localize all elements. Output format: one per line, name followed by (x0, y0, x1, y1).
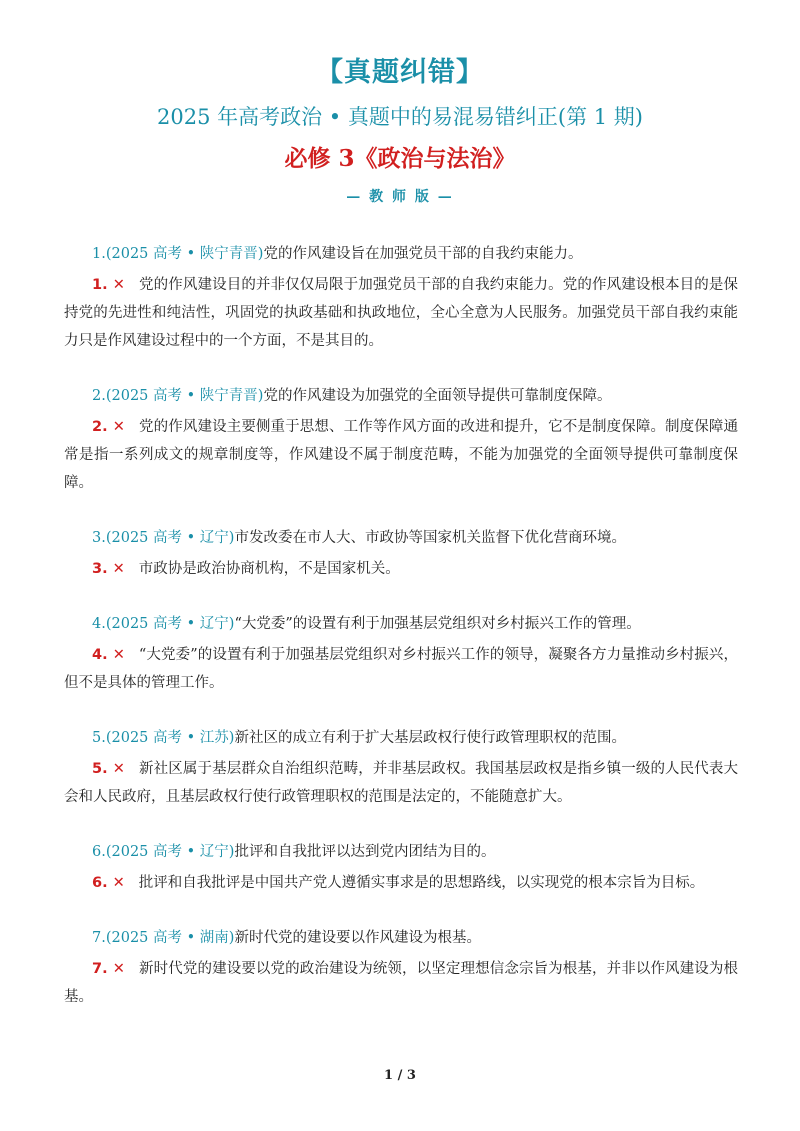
question-item-3 (64, 524, 738, 583)
question-number: 4. (92, 616, 106, 632)
question-list (64, 240, 738, 1038)
question-text: 市发改委在市人大、市政协等国家机关监督下优化营商环境。 (234, 530, 626, 546)
question-statement (64, 724, 738, 752)
question-number: 2. (92, 388, 106, 404)
question-text: 批评和自我批评以达到党内团结为目的。 (234, 844, 496, 860)
question-text: 新时代党的建设要以作风建设为根基。 (234, 930, 481, 946)
question-source: (2025 高考 • 陕宁青晋) (105, 388, 264, 404)
question-statement (64, 524, 738, 552)
question-statement (64, 838, 738, 866)
wrong-mark: 4. ✕ (92, 647, 125, 663)
question-source: (2025 高考 • 江苏) (105, 730, 235, 746)
question-text: 新社区的成立有利于扩大基层政权行使行政管理职权的范围。 (234, 730, 626, 746)
answer-block (64, 641, 738, 697)
page-number: 1 / 3 (384, 1068, 416, 1083)
wrong-mark: 5. ✕ (92, 761, 125, 777)
question-item-4 (64, 610, 738, 697)
answer-block (64, 555, 738, 583)
answer-block (64, 955, 738, 1011)
question-item-5 (64, 724, 738, 811)
question-item-7 (64, 924, 738, 1011)
answer-text: 新社区属于基层群众自治组织范畴，并非基层政权。我国基层政权是指乡镇一级的人民代表大会和人民政府，且基层政权行使行政管理职权的范围是法定的，不能随意扩大。 (64, 761, 739, 805)
answer-block (64, 869, 738, 897)
question-text: “大党委”的设置有利于加强基层党组织对乡村振兴工作的管理。 (234, 616, 641, 632)
answer-text: 新时代党的建设要以党的政治建设为统领，以坚定理想信念宗旨为根基，并非以作风建设为根基。 (64, 961, 739, 1005)
answer-text: 党的作风建设目的并非仅仅局限于加强党员干部的自我约束能力。党的作风建设根本目的是保持党的先进性和纯洁性，巩固党的执政基础和执政地位，全心全意为人民服务。加强党员干部自我约束能力只是作风建设过程中的一个方面，不是其目的。 (64, 277, 739, 349)
question-number: 5. (92, 730, 106, 746)
question-source: (2025 高考 • 湖南) (105, 930, 235, 946)
question-number: 3. (92, 530, 106, 546)
question-source: (2025 高考 • 辽宁) (105, 616, 235, 632)
question-statement (64, 382, 738, 410)
question-source: (2025 高考 • 陕宁青晋) (105, 246, 264, 262)
question-item-6 (64, 838, 738, 897)
answer-text: 市政协是政治协商机构，不是国家机关。 (138, 561, 400, 577)
question-number: 1. (92, 246, 106, 262)
wrong-mark: 7. ✕ (92, 961, 125, 977)
question-source: (2025 高考 • 辽宁) (105, 844, 235, 860)
answer-block (64, 271, 738, 355)
page-title: 【真题纠错】 (316, 57, 484, 88)
question-item-2 (64, 382, 738, 497)
question-statement (64, 240, 738, 268)
question-number: 6. (92, 844, 106, 860)
question-statement (64, 610, 738, 638)
answer-block (64, 755, 738, 811)
answer-block (64, 413, 738, 497)
wrong-mark: 6. ✕ (92, 875, 125, 891)
question-item-1 (64, 240, 738, 355)
question-statement (64, 924, 738, 952)
answer-text: 批评和自我批评是中国共产党人遵循实事求是的思想路线，以实现党的根本宗旨为目标。 (138, 875, 705, 891)
page-subtitle: 2025 年高考政治 • 真题中的易混易错纠正(第 1 期) (157, 105, 643, 129)
question-text: 党的作风建设为加强党的全面领导提供可靠制度保障。 (263, 388, 612, 404)
wrong-mark: 1. ✕ (92, 277, 125, 293)
edition-label: — 教 师 版 — (346, 189, 454, 205)
question-number: 7. (92, 930, 106, 946)
module-title: 必修 3《政治与法治》 (284, 145, 516, 172)
wrong-mark: 3. ✕ (92, 561, 125, 577)
wrong-mark: 2. ✕ (92, 419, 125, 435)
answer-text: 党的作风建设主要侧重于思想、工作等作风方面的改进和提升，它不是制度保障。制度保障通常是指一系列成文的规章制度等，作风建设不属于制度范畴，不能为加强党的全面领导提供可靠制度保障。 (64, 419, 739, 491)
answer-text: “大党委”的设置有利于加强基层党组织对乡村振兴工作的领导，凝聚各方力量推动乡村振兴，但不是具体的管理工作。 (64, 647, 738, 691)
question-text: 党的作风建设旨在加强党员干部的自我约束能力。 (263, 246, 583, 262)
question-source: (2025 高考 • 辽宁) (105, 530, 235, 546)
